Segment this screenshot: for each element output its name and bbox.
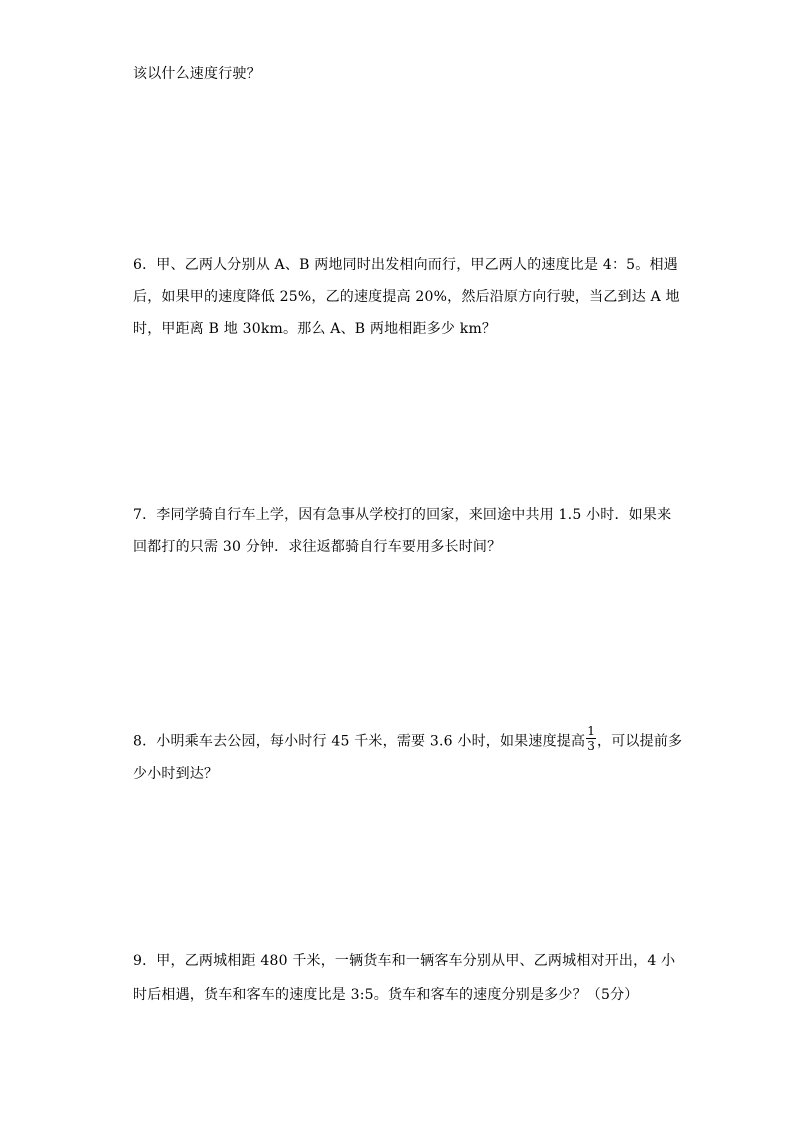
question-6-line-2: 后，如果甲的速度降低 25%，乙的速度提高 20%，然后沿原方向行驶，当乙到达 A 地 xyxy=(133,289,680,305)
question-6-line-3: 时，甲距离 B 地 30km。那么 A、B 两地相距多少 km？ xyxy=(133,321,497,337)
question-9-line-1: 9．甲，乙两城相距 480 千米，一辆货车和一辆客车分别从甲、乙两城相对开出，4 小 xyxy=(133,953,676,969)
fraction-one-third xyxy=(586,725,596,752)
question-9-line-2: 时后相遇，货车和客车的速度比是 3:5。货车和客车的速度分别是多少？（5分） xyxy=(133,987,639,1003)
question-7-line-2: 回都打的只需 30 分钟．求往返都骑自行车要用多长时间？ xyxy=(133,539,502,555)
question-8-line-2: 少小时到达？ xyxy=(133,766,219,782)
question-8-text-before: 8．小明乘车去公园，每小时行 45 千米，需要 3.6 小时，如果速度提高 xyxy=(133,733,586,750)
question-7-line-1: 7．李同学骑自行车上学，因有急事从学校打的回家，来回途中共用 1.5 小时．如果来 xyxy=(133,507,672,523)
question-8-text-after: ，可以提前多 xyxy=(597,733,683,750)
question-6-line-1: 6．甲、乙两人分别从 A、B 两地同时出发相向而行，甲乙两人的速度比是 4：5。相遇 xyxy=(133,257,678,273)
carryover-text-line: 该以什么速度行驶？ xyxy=(133,66,261,82)
question-8-line-1 xyxy=(133,724,683,755)
fraction-numerator: 1 xyxy=(587,724,596,738)
fraction-denominator: 3 xyxy=(587,739,596,753)
